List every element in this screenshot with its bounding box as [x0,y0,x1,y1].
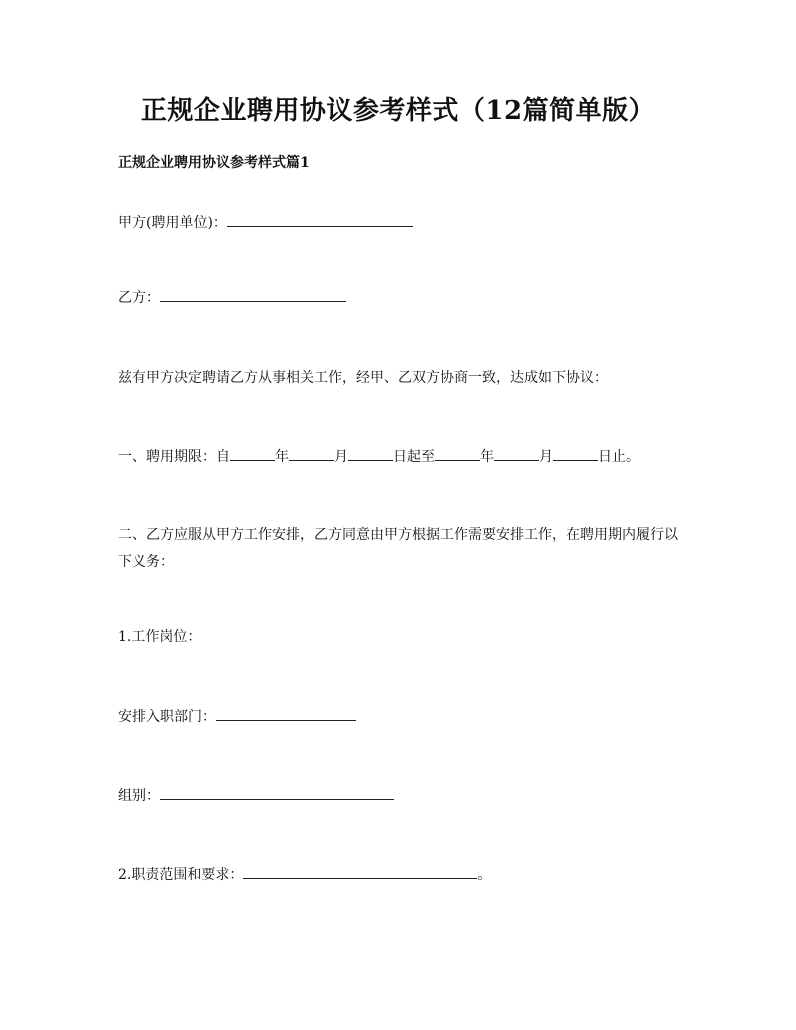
term-month-2: 月 [539,449,553,465]
term-lead: 一、聘用期限：自 [118,449,230,465]
term-blank [348,446,393,461]
intro-paragraph: 兹有甲方决定聘请乙方从事相关工作，经甲、乙双方协商一致，达成如下协议： [118,370,608,386]
department-line [118,706,356,728]
department-label: 安排入职部门： [118,709,216,725]
term-blank [289,446,334,461]
item-2-label: 2.职责范围和要求： [118,867,244,883]
term-blank [553,446,598,461]
term-month-1: 月 [334,449,348,465]
document-title: 正规企业聘用协议参考样式（12篇简单版） [140,96,656,126]
party-a-line [118,212,413,234]
term-clause [118,446,640,468]
item-2-blank [243,864,477,879]
term-day-end: 日止。 [598,449,640,465]
party-a-blank [227,212,413,227]
term-blank [230,446,275,461]
group-line [118,785,394,807]
item-2-line [118,864,491,886]
term-year-2: 年 [480,449,494,465]
section-heading: 正规企业聘用协议参考样式篇1 [118,155,310,171]
term-blank [494,446,539,461]
clause-2-paragraph: 二、乙方应服从甲方工作安排，乙方同意由甲方根据工作需要安排工作，在聘用期内履行以下义务： [118,527,678,570]
term-blank [435,446,480,461]
party-b-blank [160,287,346,302]
party-b-label: 乙方： [118,290,160,306]
party-b-line [118,287,346,309]
department-blank [216,706,356,721]
party-a-label: 甲方(聘用单位)： [118,215,227,231]
item-1-job-position: 1.工作岗位： [118,629,202,645]
item-2-end: 。 [477,867,492,883]
group-blank [160,785,394,800]
term-year-1: 年 [275,449,289,465]
term-day-from: 日起至 [393,449,435,465]
group-label: 组别： [118,788,160,804]
